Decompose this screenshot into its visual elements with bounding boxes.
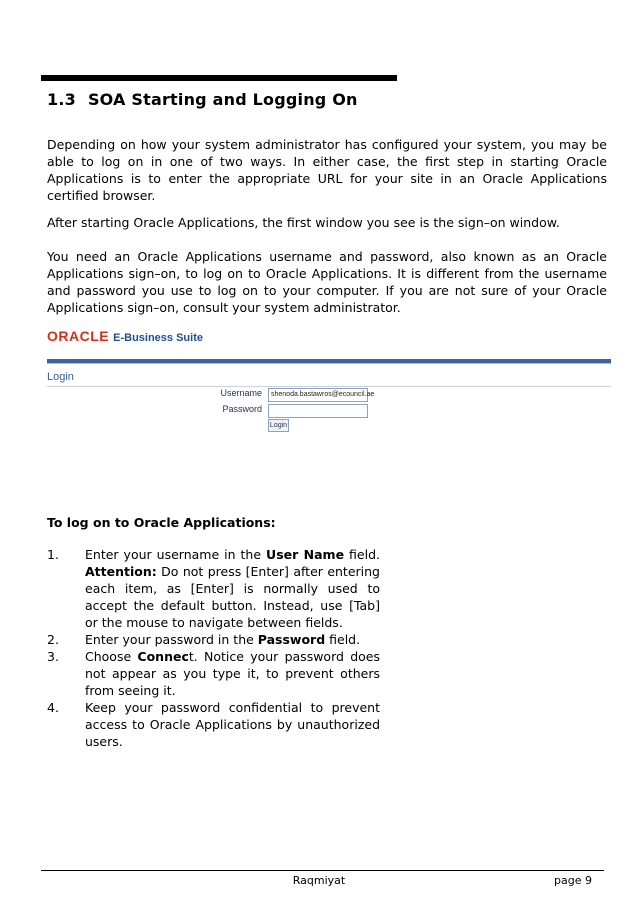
step-text-part: Do not press [Enter] after entering each item, as [Enter] is normally used to accept the default button. Instead, use [Tab] or the mouse to navigate between fields.	[85, 564, 380, 630]
step-number: 4.	[47, 700, 59, 715]
steps-heading: To log on to Oracle Applications:	[47, 515, 276, 530]
step-item	[47, 699, 380, 750]
step-text	[85, 631, 380, 648]
footer-page-number: page 9	[554, 874, 592, 887]
footer-company: Raqmiyat	[292, 874, 346, 887]
step-text-bold: Password	[257, 632, 326, 647]
header-bar-shadow	[47, 363, 611, 364]
login-divider	[47, 386, 611, 387]
username-label: Username	[220, 388, 262, 398]
step-text-part: Enter your username in the	[85, 547, 267, 562]
password-input[interactable]	[268, 404, 368, 418]
step-text	[85, 648, 380, 699]
logo-oracle-text: ORACLE	[47, 328, 110, 344]
paragraph-intro: Depending on how your system administrator has configured your system, you may be able to log on in one of two ways. In either case, the first step in starting Oracle Applications is to enter the appropriate URL for your site in an Oracle Applications certified browser.	[47, 137, 607, 203]
step-item	[47, 546, 380, 631]
step-text: Keep your password confidential to prevent access to Oracle Applications by unauthorized users.	[85, 700, 380, 749]
login-button[interactable]: Login	[268, 419, 289, 432]
footer-rule	[41, 870, 604, 871]
section-number: 1.3	[47, 90, 76, 109]
logo-product-text: E-Business Suite	[113, 332, 203, 344]
step-number: 1.	[47, 547, 59, 562]
login-section-title: Login	[47, 371, 74, 383]
step-text-bold: Attention:	[85, 564, 157, 579]
step-number: 3.	[47, 649, 59, 664]
step-item	[47, 648, 380, 699]
step-text-part: Choose	[85, 649, 138, 664]
step-number: 2.	[47, 632, 59, 647]
step-text-bold: User Name	[266, 547, 345, 562]
top-rule	[41, 75, 397, 81]
step-text	[85, 546, 380, 631]
paragraph-first-window: After starting Oracle Applications, the first window you see is the sign–on window.	[47, 215, 560, 230]
oracle-logo	[47, 328, 203, 344]
step-item	[47, 631, 380, 648]
step-text-part: Enter your password in the	[85, 632, 258, 647]
username-input[interactable]: shenoda.bastawros@ecouncil.ae	[268, 388, 368, 402]
steps-list	[47, 546, 380, 750]
step-text-part: t. Notice your password does not appear as you type it, to prevent others from seeing it.	[85, 649, 380, 698]
paragraph-signon: You need an Oracle Applications username and password, also known as an Oracle Applications sign–on, to log on to Oracle Applications. It is different from the username and password you use to log on to your computer. If you are not sure of your Oracle Applications sign–on, consult your system administrator.	[47, 249, 607, 315]
section-heading	[47, 90, 358, 109]
step-text-part: field.	[325, 632, 361, 647]
section-title: SOA Starting and Logging On	[87, 90, 358, 109]
login-screenshot	[47, 322, 611, 482]
password-label: Password	[222, 404, 262, 414]
step-text-part: field.	[344, 547, 381, 562]
step-text-bold: Connec	[137, 649, 189, 664]
